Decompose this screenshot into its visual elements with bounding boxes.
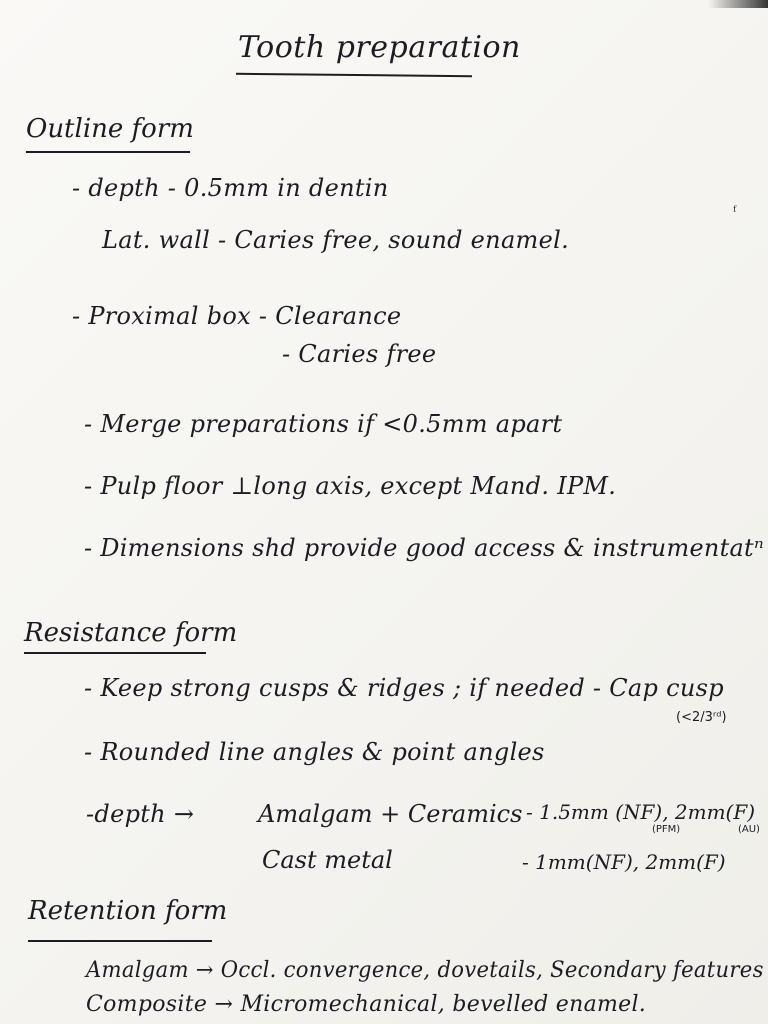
outline-lateral-wall-line: Lat. wall - Caries free, sound enamel. <box>102 226 570 254</box>
resistance-depth-value-1: - 1.5mm (NF), 2mm(F) <box>526 800 756 824</box>
resistance-keep-line: - Keep strong cusps & ridges ; if needed - Cap cusp <box>84 674 724 702</box>
resistance-depth-material-1: Amalgam + Ceramics <box>258 800 523 828</box>
outline-dimensions-line: - Dimensions shd provide good access & instrumentatⁿ <box>84 534 764 562</box>
heading-retention-form: Retention form <box>28 896 228 926</box>
page-corner-shadow <box>708 0 768 8</box>
resistance-depth-note-1: (PFM) <box>652 824 681 835</box>
heading-resistance-form: Resistance form <box>24 618 238 648</box>
outline-pulp-floor-line: - Pulp floor ⊥long axis, except Mand. IPM. <box>84 472 617 500</box>
outline-merge-line: - Merge preparations if <0.5mm apart <box>84 410 563 438</box>
resistance-keep-note: (<2/3ʳᵈ) <box>676 710 727 725</box>
outline-proximal-box-line: - Proximal box - Clearance <box>72 302 402 330</box>
resistance-depth-label: -depth → <box>86 800 195 828</box>
resistance-depth-material-2: Cast metal <box>262 846 393 874</box>
stray-mark: ᶠ <box>733 204 737 220</box>
retention-composite-line: Composite → Micromechanical, bevelled enamel. <box>86 992 647 1017</box>
title-underline <box>236 73 472 77</box>
heading-underline <box>24 652 206 654</box>
page-title: Tooth preparation <box>238 30 521 65</box>
resistance-depth-value-2: - 1mm(NF), 2mm(F) <box>522 850 726 874</box>
resistance-depth-note-2: (AU) <box>738 824 760 835</box>
heading-underline <box>28 940 212 942</box>
outline-depth-line: - depth - 0.5mm in dentin <box>72 174 389 202</box>
heading-underline <box>26 151 190 153</box>
heading-outline-form: Outline form <box>26 114 194 144</box>
resistance-rounded-line: - Rounded line angles & point angles <box>84 738 545 766</box>
outline-proximal-box-line-2: - Caries free <box>282 340 437 368</box>
retention-amalgam-line: Amalgam → Occl. convergence, dovetails, Secondary features <box>86 958 764 983</box>
